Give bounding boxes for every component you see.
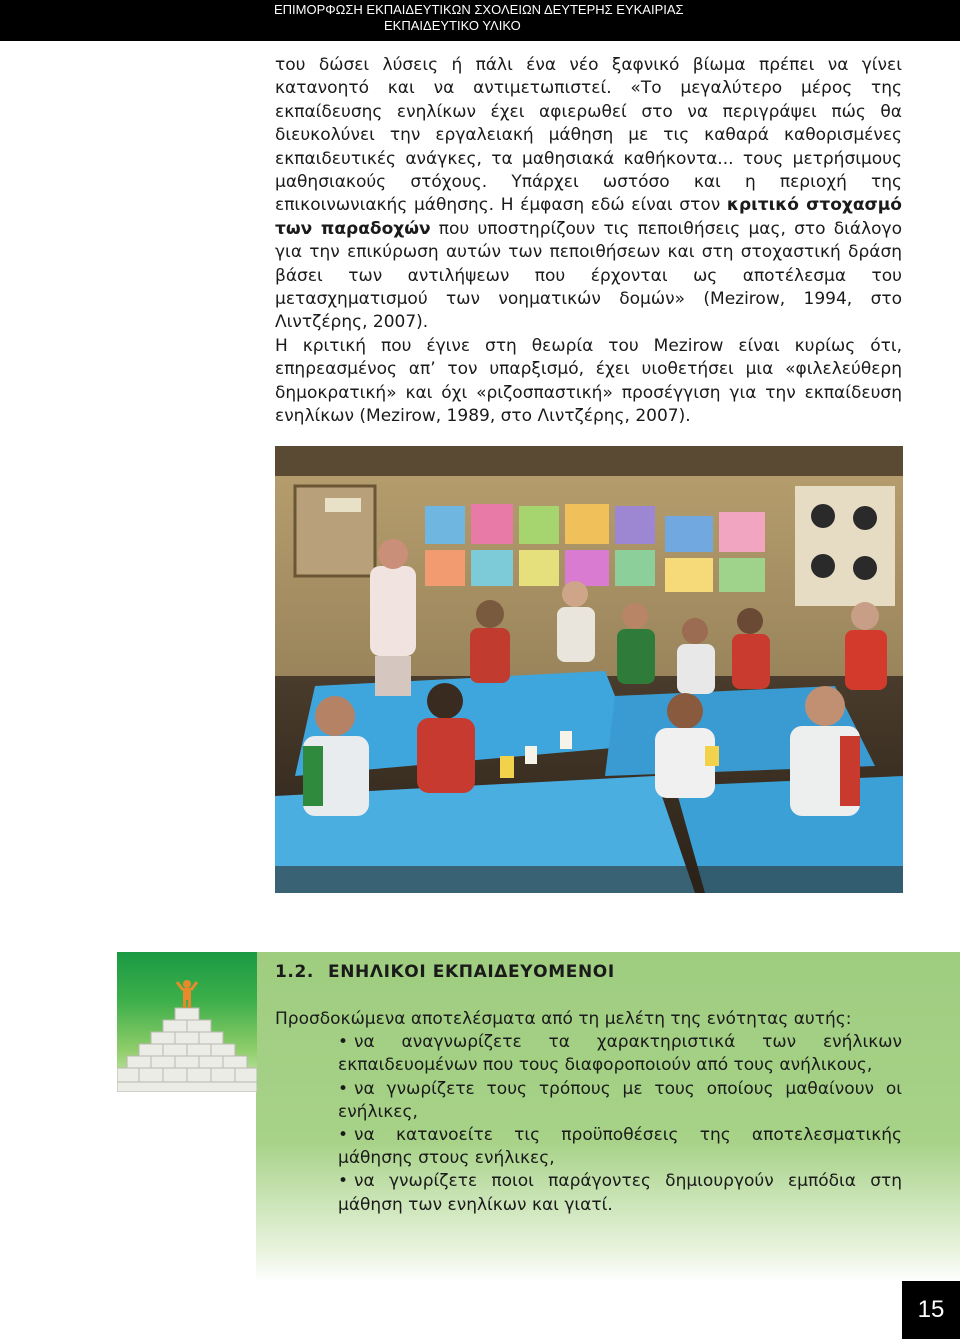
list-item-text: να αναγνωρίζετε τα χαρακτηριστικά των ενήλικων εκπαιδευομένων που τους διαφοροποιούν από τους ανήλικους, xyxy=(338,1032,902,1076)
list-item xyxy=(338,1124,902,1170)
paragraph-1-text-cont: που υποστηρίζουν τις πεποιθήσεις μας, στο διάλογο για την επικύρωση αυτών των πεποιθήσεων και στη στοχαστική δράση βάσει των αντιλήψεων που έρχονται ως αποτέλεσμα του μετασχηματισμού των νοηματικών δομών» (Mezirow, 1994, στο Λιντζέρης, 2007). xyxy=(275,218,902,333)
paragraph-1-text: του δώσει λύσεις ή πάλι ένα νέο ξαφνικό βίωμα πρέπει να γίνει κατανοητό και να αντιμετωπιστεί. «Το μεγαλύτερο μέρος της εκπαίδευσης ενηλίκων έχει αφιερωθεί στο να περιγράψει πώς θα διευκολύνει την εργαλειακή μάθηση με τις καθαρά καθορισμένες εκπαιδευτικές ανάγκες, τα μαθησιακά καθήκοντα... τους μετρήσιμους μαθησιακούς στόχους. Υπάρχει ωστόσο και η περιοχή της επικοινωνιακής μάθησης. Η έμφαση εδώ είναι στον xyxy=(275,55,902,216)
header-line-2: ΕΚΠΑΙΔΕΥΤΙΚΟ ΥΛΙΚΟ xyxy=(384,18,521,33)
paragraph-1 xyxy=(275,54,902,335)
learning-objectives-section xyxy=(275,960,902,1217)
body-text xyxy=(275,54,902,429)
list-item xyxy=(338,1031,902,1077)
list-item xyxy=(338,1078,902,1124)
bullet-icon: • xyxy=(338,1171,349,1192)
running-header xyxy=(0,0,960,41)
bullet-icon: • xyxy=(338,1078,349,1099)
pyramid-icon xyxy=(117,952,257,1092)
section-title: ΕΝΗΛΙΚΟΙ ΕΚΠΑΙΔΕΥΟΜΕΝΟΙ xyxy=(327,962,615,982)
page-number: 15 xyxy=(902,1281,960,1339)
bullet-icon: • xyxy=(338,1125,349,1146)
bullet-icon: • xyxy=(338,1032,349,1053)
header-line-1: ΕΠΙΜΟΡΦΩΣΗ ΕΚΠΑΙΔΕΥΤΙΚΩΝ ΣΧΟΛΕΙΩΝ ΔΕΥΤΕΡΗΣ ΕΥΚΑΙΡΙΑΣ xyxy=(274,2,684,17)
list-item xyxy=(338,1170,902,1216)
paragraph-2: Η κριτική που έγινε στη θεωρία του Mezirow είναι κυρίως ότι, επηρεασμένος απ’ τον υπαρξισμό, έχει υιοθετήσει μια «φιλελεύθερη δημοκρατική» και όχι «ριζοσπαστική» προσέγγιση για την εκπαίδευση ενηλίκων (Mezirow, 1989, στο Λιντζέρης, 2007). xyxy=(275,335,902,427)
bold-phrase: κριτικό στοχασμό των παραδοχών xyxy=(275,195,902,239)
list-item-text: να κατανοείτε τις προϋποθέσεις της αποτελεσματικής μάθησης στους ενήλικες, xyxy=(338,1125,902,1169)
list-item-text: να γνωρίζετε ποιοι παράγοντες δημιουργούν εμπόδια στη μάθηση των ενηλίκων και γιατί. xyxy=(338,1171,902,1215)
classroom-photo xyxy=(275,446,903,893)
section-intro: Προσδοκώμενα αποτελέσματα από τη μελέτη της ενότητας αυτής: xyxy=(275,1009,852,1029)
objectives-list xyxy=(275,1031,902,1217)
section-heading xyxy=(275,960,902,984)
section-number: 1.2. xyxy=(275,962,314,982)
list-item-text: να γνωρίζετε τους τρόπους με τους οποίους μαθαίνουν οι ενήλικες, xyxy=(338,1078,902,1122)
